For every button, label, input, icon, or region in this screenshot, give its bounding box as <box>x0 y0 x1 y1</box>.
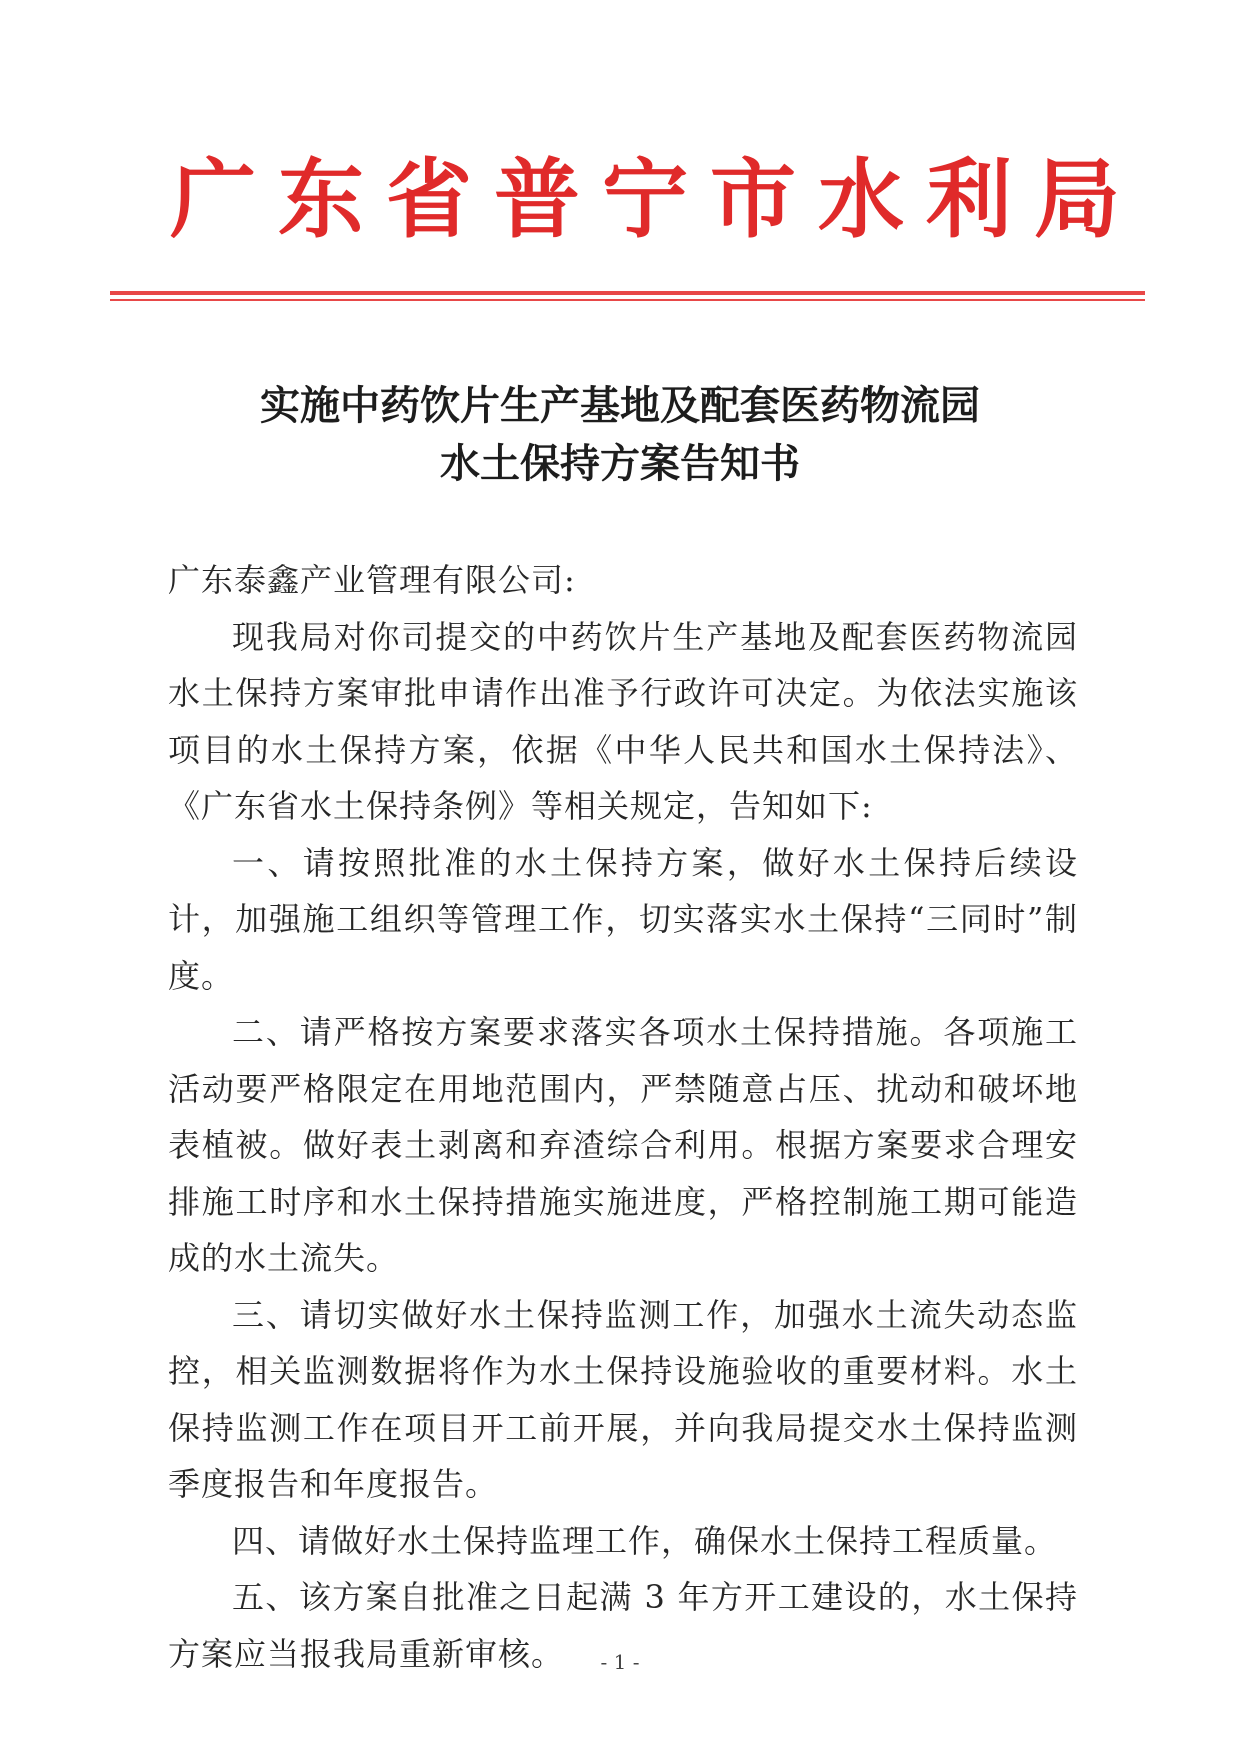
paragraph-item-3: 三、请切实做好水土保持监测工作，加强水土流失动态监控，相关监测数据将作为水土保持设施验收的重要材料。水土保持监测工作在项目开工前开展，并向我局提交水土保持监测季度报告和年度报告。 <box>168 1295 1078 1503</box>
agency-letterhead: 广东省普宁市水利局 <box>170 149 1142 250</box>
salutation: 广东泰鑫产业管理有限公司: <box>168 561 576 599</box>
paragraph-item-5: 五、该方案自批准之日起满 3 年方开工建设的，水土保持方案应当报我局重新审核。 <box>168 1578 1078 1673</box>
letterhead-rule-thin <box>110 299 1145 301</box>
paragraph-item-4: 四、请做好水土保持监理工作，确保水土保持工程质量。 <box>232 1521 1058 1560</box>
document-title-line-2: 水土保持方案告知书 <box>440 440 800 487</box>
paragraph-intro: 现我局对你司提交的中药饮片生产基地及配套医药物流园水土保持方案审批申请作出准予行政许可决定。为依法实施该项目的水土保持方案，依据《中华人民共和国水土保持法》、《广东省水土保持条例》等相关规定，告知如下: <box>168 617 1078 825</box>
paragraph-item-2: 二、请严格按方案要求落实各项水土保持措施。各项施工活动要严格限定在用地范围内，严禁随意占压、扰动和破坏地表植被。做好表土剥离和弃渣综合利用。根据方案要求合理安排施工时序和水土保持措施实施进度，严格控制施工期可能造成的水土流失。 <box>168 1013 1078 1277</box>
paragraph-item-1: 一、请按照批准的水土保持方案，做好水土保持后续设计，加强施工组织等管理工作，切实落实水土保持“三同时”制度。 <box>168 843 1078 995</box>
document-body <box>168 552 1078 1682</box>
letterhead-rule-thick <box>110 291 1145 295</box>
document-title-line-1: 实施中药饮片生产基地及配套医药物流园 <box>260 382 980 429</box>
page-number: - 1 - <box>600 1650 640 1674</box>
